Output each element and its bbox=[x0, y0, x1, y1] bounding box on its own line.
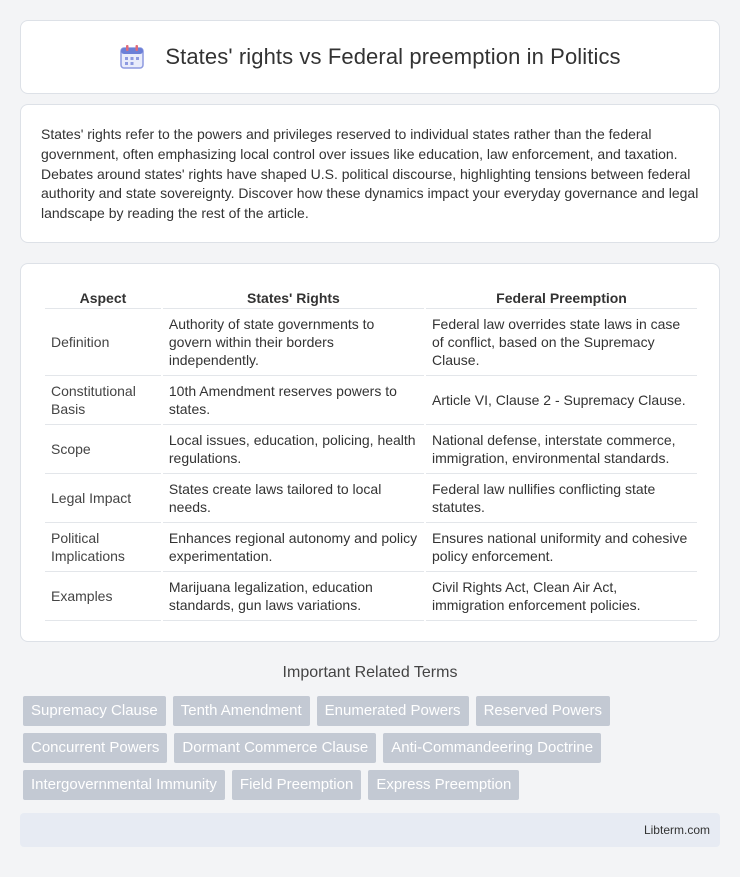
table-row bbox=[45, 572, 697, 621]
term-tag[interactable]: Enumerated Powers bbox=[317, 696, 469, 726]
comparison-card bbox=[20, 263, 720, 642]
page-title: States' rights vs Federal preemption in Politics bbox=[165, 44, 621, 69]
table-row bbox=[45, 309, 697, 376]
footer bbox=[20, 813, 720, 847]
term-tag[interactable]: Supremacy Clause bbox=[23, 696, 166, 726]
intro-text: States' rights refer to the powers and privileges reserved to individual states rather than the federal government, often emphasizing local control over issues like education, law enforcement, and taxation. Debates around states' rights have shaped U.S. political discourse, highlighting tensions between federal authority and state sovereignty. Discover how these dynamics impact your everyday governance and legal landscape by reading the rest of the article. bbox=[41, 126, 699, 222]
calendar-icon bbox=[119, 44, 145, 70]
table-cell: Article VI, Clause 2 - Supremacy Clause. bbox=[426, 376, 697, 425]
table-row bbox=[45, 425, 697, 474]
column-header: States' Rights bbox=[163, 284, 424, 309]
table-cell: Political Implications bbox=[45, 523, 161, 572]
term-tag[interactable]: Dormant Commerce Clause bbox=[174, 733, 376, 763]
table-cell: National defense, interstate commerce, immigration, environmental standards. bbox=[426, 425, 697, 474]
table-cell: Definition bbox=[45, 309, 161, 376]
terms-row bbox=[23, 770, 723, 800]
related-terms-heading: Important Related Terms bbox=[282, 664, 458, 681]
table-cell: 10th Amendment reserves powers to states. bbox=[163, 376, 424, 425]
table-cell: Examples bbox=[45, 572, 161, 621]
title-card bbox=[20, 20, 720, 94]
term-tag[interactable]: Field Preemption bbox=[232, 770, 361, 800]
table-cell: States create laws tailored to local needs. bbox=[163, 474, 424, 523]
terms-row bbox=[23, 733, 723, 763]
table-cell: Marijuana legalization, education standards, gun laws variations. bbox=[163, 572, 424, 621]
term-tag[interactable]: Reserved Powers bbox=[476, 696, 610, 726]
table-cell: Authority of state governments to govern within their borders independently. bbox=[163, 309, 424, 376]
table-cell: Scope bbox=[45, 425, 161, 474]
table-cell: Enhances regional autonomy and policy experimentation. bbox=[163, 523, 424, 572]
term-tag[interactable]: Intergovernmental Immunity bbox=[23, 770, 225, 800]
table-row bbox=[45, 376, 697, 425]
table-row bbox=[45, 474, 697, 523]
term-tag[interactable]: Anti-Commandeering Doctrine bbox=[383, 733, 601, 763]
table-cell: Ensures national uniformity and cohesive policy enforcement. bbox=[426, 523, 697, 572]
table-cell: Civil Rights Act, Clean Air Act, immigration enforcement policies. bbox=[426, 572, 697, 621]
terms-row bbox=[23, 696, 723, 726]
intro-card bbox=[20, 104, 720, 243]
table-cell: Federal law nullifies conflicting state statutes. bbox=[426, 474, 697, 523]
table-cell: Legal Impact bbox=[45, 474, 161, 523]
table-cell: Constitutional Basis bbox=[45, 376, 161, 425]
table-cell: Federal law overrides state laws in case of conflict, based on the Supremacy Clause. bbox=[426, 309, 697, 376]
term-tag[interactable]: Tenth Amendment bbox=[173, 696, 310, 726]
comparison-table bbox=[43, 284, 699, 621]
related-terms-list bbox=[23, 696, 723, 807]
footer-brand-link[interactable]: Libterm.com bbox=[643, 823, 710, 837]
term-tag[interactable]: Express Preemption bbox=[368, 770, 519, 800]
table-row bbox=[45, 523, 697, 572]
column-header: Federal Preemption bbox=[426, 284, 697, 309]
table-header-row bbox=[45, 284, 697, 309]
table-cell: Local issues, education, policing, health regulations. bbox=[163, 425, 424, 474]
column-header: Aspect bbox=[45, 284, 161, 309]
term-tag[interactable]: Concurrent Powers bbox=[23, 733, 167, 763]
